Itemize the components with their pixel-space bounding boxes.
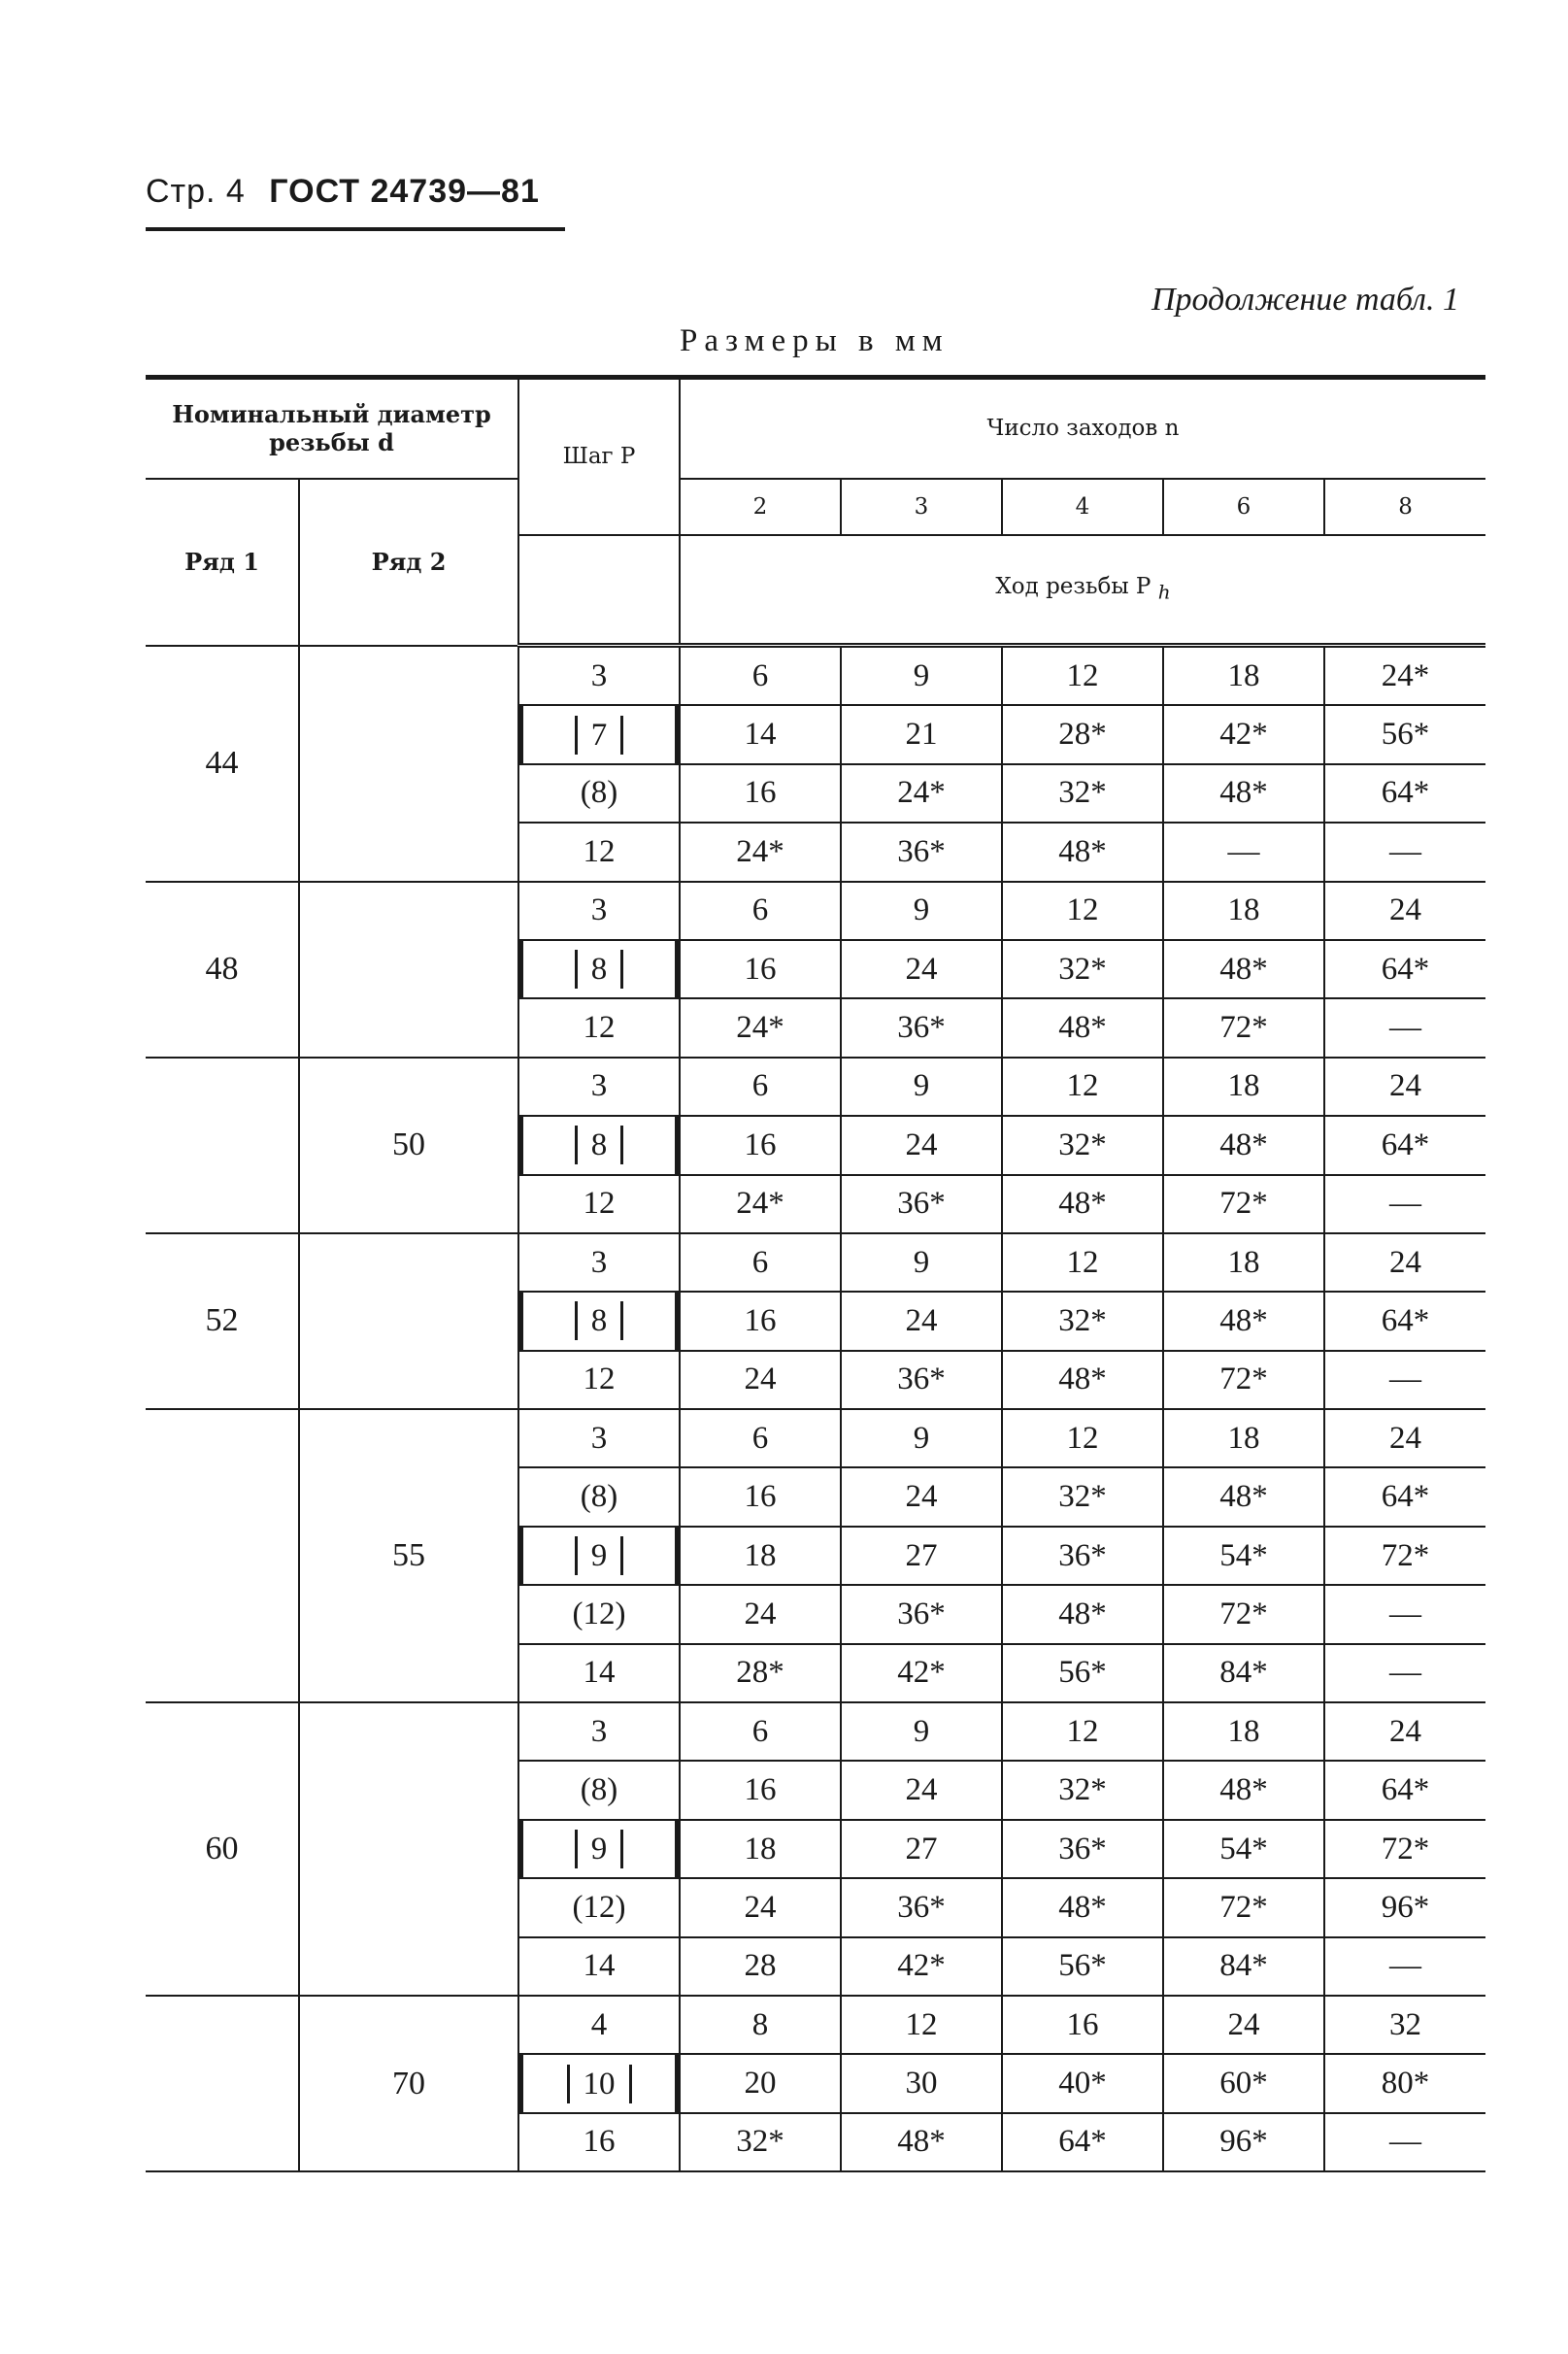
pitch-cell-preferred — [518, 1292, 680, 1350]
lead-cell: 18 — [1163, 882, 1324, 940]
lead-cell: 24* — [1324, 646, 1485, 706]
lead-cell: 32* — [1002, 764, 1163, 823]
lead-cell: 72* — [1324, 1820, 1485, 1878]
lead-cell: 16 — [1002, 1996, 1163, 2054]
lead-cell: 28* — [1002, 705, 1163, 763]
pitch-cell — [518, 1585, 680, 1643]
lead-cell: 64* — [1324, 940, 1485, 998]
pitch-value: 8 — [575, 1301, 624, 1340]
starts-header-label: Число заходов n — [986, 416, 1180, 442]
lead-cell: 64* — [1324, 1292, 1485, 1350]
pitch-value: 10 — [567, 2065, 632, 2103]
pitch-cell-preferred — [518, 705, 680, 763]
diameter-row1-cell: 44 — [146, 646, 299, 882]
table-row — [146, 1058, 1485, 1116]
lead-cell: 12 — [1002, 1409, 1163, 1467]
table-body — [146, 646, 1485, 2172]
lead-cell: 30 — [841, 2054, 1002, 2112]
lead-cell: 72* — [1163, 1585, 1324, 1643]
lead-cell: 48* — [1002, 1351, 1163, 1409]
thread-dimensions-table — [146, 375, 1485, 2172]
lead-cell: 16 — [680, 1292, 841, 1350]
lead-cell: 60* — [1163, 2054, 1324, 2112]
standard-number: ГОСТ 24739—81 — [269, 173, 540, 210]
lead-cell: 24* — [680, 1175, 841, 1233]
lead-cell: 24 — [680, 1878, 841, 1936]
lead-cell: — — [1163, 823, 1324, 881]
diameter-row2-cell — [299, 646, 518, 882]
lead-cell: 36* — [1002, 1527, 1163, 1585]
pitch-cell — [518, 1467, 680, 1526]
lead-cell: 36* — [841, 1175, 1002, 1233]
lead-cell: 24* — [680, 998, 841, 1057]
pitch-value: (12) — [572, 1889, 626, 1925]
lead-cell: 27 — [841, 1527, 1002, 1585]
pitch-value: 14 — [583, 1655, 616, 1691]
lead-cell: 24 — [1324, 882, 1485, 940]
diameter-row2-cell: 50 — [299, 1058, 518, 1233]
pitch-value: 3 — [590, 657, 608, 693]
table-row — [146, 882, 1485, 940]
lead-cell: 48* — [841, 2113, 1002, 2171]
pitch-value: 8 — [575, 950, 624, 989]
pitch-header: Шаг P — [518, 378, 680, 535]
pitch-value: (12) — [572, 1596, 626, 1631]
lead-cell: 14 — [680, 705, 841, 763]
lead-cell: — — [1324, 998, 1485, 1057]
lead-cell: 48* — [1002, 1585, 1163, 1643]
lead-cell: 16 — [680, 1761, 841, 1819]
lead-cell: 48* — [1163, 940, 1324, 998]
pitch-value: 12 — [583, 1362, 616, 1397]
header-underline — [146, 227, 565, 231]
lead-cell: 56* — [1002, 1937, 1163, 1996]
lead-cell: 12 — [1002, 1058, 1163, 1116]
lead-cell: 24 — [1324, 1702, 1485, 1761]
pitch-value: 12 — [583, 833, 616, 869]
lead-cell: 18 — [1163, 1058, 1324, 1116]
lead-cell: 64* — [1324, 764, 1485, 823]
lead-cell: 12 — [1002, 1233, 1163, 1292]
pitch-cell — [518, 1878, 680, 1936]
lead-cell: 9 — [841, 1233, 1002, 1292]
lead-cell: 16 — [680, 1116, 841, 1174]
pitch-cell — [518, 998, 680, 1057]
lead-cell: 9 — [841, 646, 1002, 706]
lead-cell: 96* — [1163, 2113, 1324, 2171]
lead-cell: — — [1324, 1351, 1485, 1409]
lead-cell: 24* — [841, 764, 1002, 823]
lead-cell: 24 — [841, 1292, 1002, 1350]
lead-cell: 36* — [841, 1351, 1002, 1409]
lead-cell: 24 — [841, 1467, 1002, 1526]
lead-cell: 48* — [1163, 1116, 1324, 1174]
lead-cell: 18 — [680, 1820, 841, 1878]
lead-cell: 48* — [1002, 1878, 1163, 1936]
lead-cell: 72* — [1163, 1175, 1324, 1233]
pitch-cell — [518, 1996, 680, 2054]
pitch-value: 3 — [590, 1068, 608, 1104]
lead-cell: 48* — [1163, 764, 1324, 823]
lead-cell: 56* — [1002, 1644, 1163, 1702]
lead-cell: 12 — [1002, 1702, 1163, 1761]
lead-cell: 32* — [680, 2113, 841, 2171]
lead-cell: — — [1324, 2113, 1485, 2171]
lead-cell: 18 — [1163, 646, 1324, 706]
lead-cell: 9 — [841, 1702, 1002, 1761]
lead-cell: 32* — [1002, 1292, 1163, 1350]
diameter-row2-cell: 70 — [299, 1996, 518, 2171]
pitch-value: 9 — [575, 1830, 624, 1868]
lead-cell: 9 — [841, 882, 1002, 940]
lead-cell: 64* — [1002, 2113, 1163, 2171]
lead-cell: 18 — [1163, 1233, 1324, 1292]
lead-cell: 24 — [1324, 1058, 1485, 1116]
pitch-value: (8) — [580, 775, 618, 811]
pitch-header-spacer — [518, 535, 680, 646]
lead-header-subscript: h — [1157, 581, 1171, 605]
lead-cell: 27 — [841, 1820, 1002, 1878]
starts-value: 4 — [1002, 479, 1163, 535]
pitch-value: (8) — [580, 1772, 618, 1808]
lead-cell: 12 — [1002, 882, 1163, 940]
lead-cell: 64* — [1324, 1116, 1485, 1174]
lead-cell: 6 — [680, 1233, 841, 1292]
pitch-cell-preferred — [518, 2054, 680, 2112]
lead-cell: 96* — [1324, 1878, 1485, 1936]
pitch-cell-preferred — [518, 940, 680, 998]
starts-value: 6 — [1163, 479, 1324, 535]
lead-cell: 28* — [680, 1644, 841, 1702]
lead-cell: 28 — [680, 1937, 841, 1996]
lead-cell: — — [1324, 1585, 1485, 1643]
lead-cell: 36* — [841, 998, 1002, 1057]
lead-cell: — — [1324, 1644, 1485, 1702]
lead-cell: 54* — [1163, 1527, 1324, 1585]
pitch-value: 9 — [575, 1536, 624, 1575]
lead-cell: 36* — [841, 823, 1002, 881]
pitch-value: 3 — [590, 1713, 608, 1749]
lead-cell: 6 — [680, 1702, 841, 1761]
pitch-cell — [518, 1058, 680, 1116]
lead-cell: 36* — [841, 1585, 1002, 1643]
pitch-cell — [518, 1937, 680, 1996]
starts-value: 8 — [1324, 479, 1485, 535]
starts-value: 2 — [680, 479, 841, 535]
starts-header — [680, 378, 1485, 479]
pitch-cell — [518, 823, 680, 881]
pitch-cell-preferred — [518, 1820, 680, 1878]
row1-header: Ряд 1 — [146, 479, 299, 646]
pitch-value: 7 — [575, 716, 624, 755]
lead-cell: — — [1324, 823, 1485, 881]
table-row — [146, 1702, 1485, 1761]
pitch-value: (8) — [580, 1479, 618, 1515]
lead-cell: 72* — [1163, 1351, 1324, 1409]
lead-cell: 56* — [1324, 705, 1485, 763]
lead-cell: 72* — [1163, 1878, 1324, 1936]
lead-cell: 6 — [680, 1409, 841, 1467]
lead-cell: 20 — [680, 2054, 841, 2112]
lead-cell: 80* — [1324, 2054, 1485, 2112]
lead-cell: 16 — [680, 764, 841, 823]
lead-cell: 36* — [1002, 1820, 1163, 1878]
lead-cell: 16 — [680, 940, 841, 998]
page-number: Стр. 4 — [146, 173, 246, 210]
lead-cell: 32* — [1002, 1761, 1163, 1819]
starts-value: 3 — [841, 479, 1002, 535]
lead-cell: 72* — [1324, 1527, 1485, 1585]
nominal-diameter-header: Номинальный диаметр резьбы d — [146, 378, 518, 479]
lead-cell: 18 — [1163, 1702, 1324, 1761]
lead-cell: 48* — [1002, 1175, 1163, 1233]
lead-cell: 16 — [680, 1467, 841, 1526]
pitch-cell — [518, 1233, 680, 1292]
diameter-row1-cell: 52 — [146, 1233, 299, 1409]
lead-cell: 6 — [680, 882, 841, 940]
diameter-row1-cell: 48 — [146, 882, 299, 1058]
table-row — [146, 1409, 1485, 1467]
pitch-value: 14 — [583, 1948, 616, 1984]
page-header — [146, 173, 540, 211]
lead-cell: — — [1324, 1175, 1485, 1233]
pitch-value: 3 — [590, 1244, 608, 1280]
lead-cell: 24 — [841, 1761, 1002, 1819]
lead-cell: 8 — [680, 1996, 841, 2054]
lead-cell: 9 — [841, 1409, 1002, 1467]
lead-cell: 24 — [680, 1351, 841, 1409]
pitch-value: 8 — [575, 1126, 624, 1164]
lead-cell: 64* — [1324, 1761, 1485, 1819]
lead-cell: 24 — [1324, 1409, 1485, 1467]
lead-cell: 48* — [1163, 1467, 1324, 1526]
diameter-row1-cell — [146, 1409, 299, 1702]
lead-cell: 48* — [1163, 1292, 1324, 1350]
lead-cell: 12 — [1002, 646, 1163, 706]
lead-cell: 6 — [680, 1058, 841, 1116]
lead-cell: 18 — [1163, 1409, 1324, 1467]
lead-header — [680, 535, 1485, 646]
diameter-row2-cell — [299, 1233, 518, 1409]
lead-cell: 21 — [841, 705, 1002, 763]
pitch-cell — [518, 1351, 680, 1409]
pitch-cell — [518, 1702, 680, 1761]
lead-cell: 36* — [841, 1878, 1002, 1936]
row2-header: Ряд 2 — [299, 479, 518, 646]
lead-cell: 54* — [1163, 1820, 1324, 1878]
lead-cell: 18 — [680, 1527, 841, 1585]
diameter-row1-cell: 60 — [146, 1702, 299, 1996]
diameter-row2-cell — [299, 882, 518, 1058]
lead-cell: 42* — [841, 1937, 1002, 1996]
diameter-row2-cell — [299, 1702, 518, 1996]
lead-cell: 48* — [1002, 823, 1163, 881]
table-row — [146, 1996, 1485, 2054]
lead-cell: 64* — [1324, 1467, 1485, 1526]
units-caption: Размеры в мм — [680, 323, 950, 358]
diameter-row1-cell — [146, 1996, 299, 2171]
table-row — [146, 1233, 1485, 1292]
lead-cell: 24 — [841, 1116, 1002, 1174]
lead-cell: 24 — [841, 940, 1002, 998]
lead-cell: 9 — [841, 1058, 1002, 1116]
lead-cell: 40* — [1002, 2054, 1163, 2112]
pitch-cell — [518, 646, 680, 706]
lead-cell: 24* — [680, 823, 841, 881]
pitch-value: 16 — [583, 2124, 616, 2160]
diameter-row2-cell: 55 — [299, 1409, 518, 1702]
lead-cell: 24 — [1324, 1233, 1485, 1292]
lead-cell: 84* — [1163, 1644, 1324, 1702]
lead-cell: 32* — [1002, 940, 1163, 998]
diameter-row1-cell — [146, 1058, 299, 1233]
pitch-cell — [518, 1409, 680, 1467]
pitch-cell — [518, 1644, 680, 1702]
pitch-cell — [518, 1761, 680, 1819]
lead-cell: 12 — [841, 1996, 1002, 2054]
pitch-cell — [518, 2113, 680, 2171]
lead-cell: 42* — [1163, 705, 1324, 763]
lead-cell: — — [1324, 1937, 1485, 1996]
lead-header-label: Ход резьбы P — [995, 574, 1151, 600]
lead-cell: 42* — [841, 1644, 1002, 1702]
lead-cell: 32 — [1324, 1996, 1485, 2054]
lead-cell: 48* — [1163, 1761, 1324, 1819]
lead-cell: 32* — [1002, 1467, 1163, 1526]
pitch-value: 12 — [583, 1186, 616, 1222]
pitch-cell-preferred — [518, 1116, 680, 1174]
pitch-cell-preferred — [518, 1527, 680, 1585]
pitch-value: 4 — [590, 2006, 608, 2042]
lead-cell: 72* — [1163, 998, 1324, 1057]
lead-cell: 24 — [1163, 1996, 1324, 2054]
lead-cell: 24 — [680, 1585, 841, 1643]
lead-cell: 84* — [1163, 1937, 1324, 1996]
pitch-value: 3 — [590, 1420, 608, 1456]
lead-cell: 48* — [1002, 998, 1163, 1057]
lead-cell: 32* — [1002, 1116, 1163, 1174]
table-row — [146, 646, 1485, 706]
table-continuation-caption: Продолжение табл. 1 — [1151, 282, 1459, 318]
pitch-cell — [518, 882, 680, 940]
pitch-value: 3 — [590, 892, 608, 928]
pitch-value: 12 — [583, 1010, 616, 1046]
pitch-cell — [518, 1175, 680, 1233]
lead-cell: 6 — [680, 646, 841, 706]
pitch-cell — [518, 764, 680, 823]
